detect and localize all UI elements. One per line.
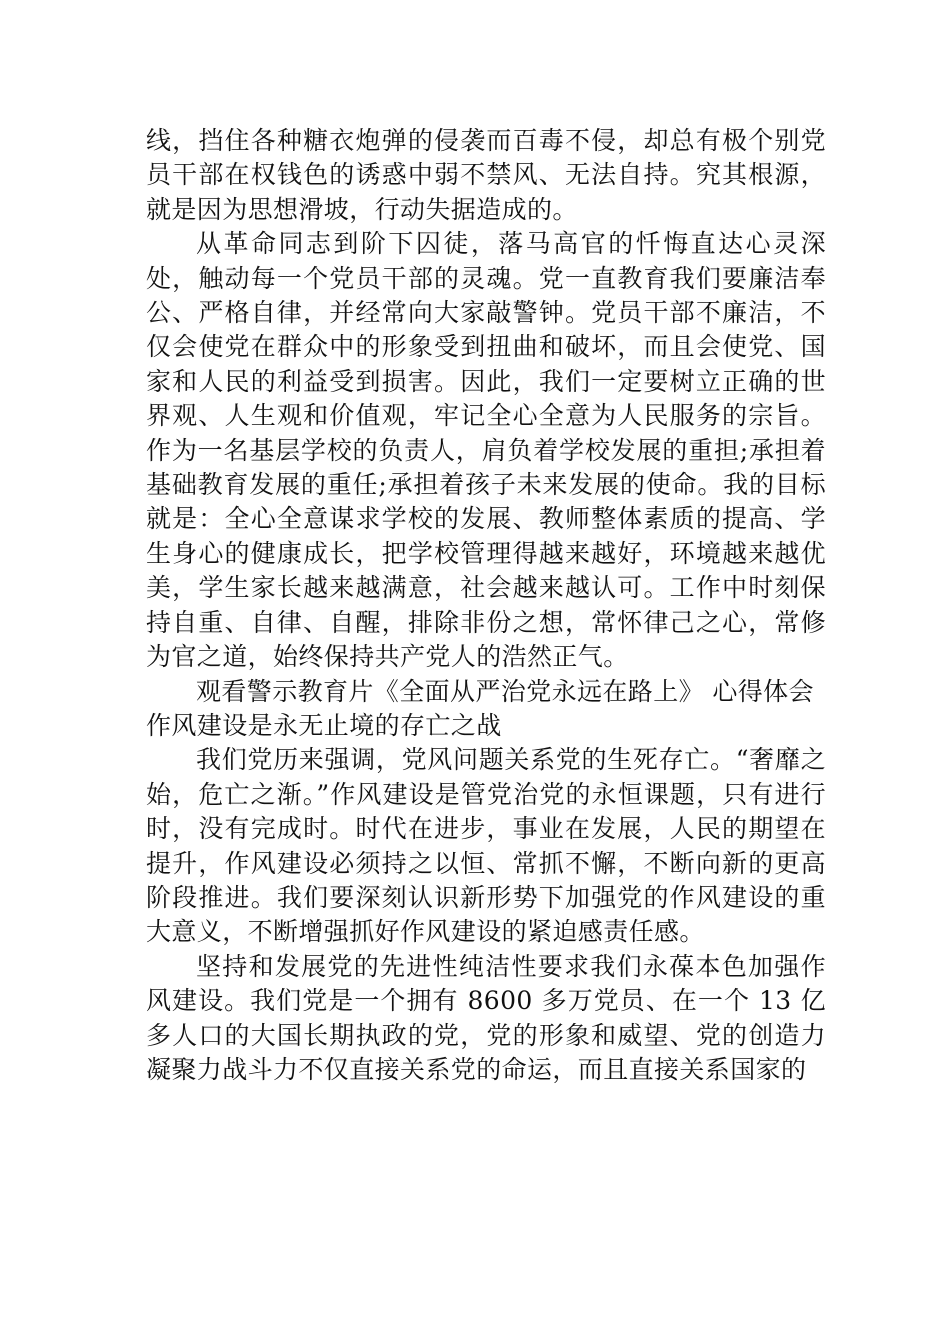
paragraph-party-style: 我们党历来强调，党风问题关系党的生死存亡。“奢靡之始，危亡之渐。”作风建设是管党治党的永恒课题，只有进行时，没有完成时。时代在进步，事业在发展，人民的期望在提升，作风建设必须持之以恒、常抓不懈，不断向新的更高阶段推进。我们要深刻认识新形势下加强党的作风建设的重大意义，不断增强抓好作风建设的紧迫感责任感。 <box>146 745 826 947</box>
document-page <box>146 124 826 1087</box>
section-subtitle: 作风建设是永无止境的存亡之战 <box>146 710 502 740</box>
paragraph-continuation: 线，挡住各种糖衣炮弹的侵袭而百毒不侵，却总有极个别党员干部在权钱色的诱惑中弱不禁风、无法自持。究其根源，就是因为思想滑坡，行动失据造成的。 <box>146 126 826 224</box>
paragraph-confession: 从革命同志到阶下囚徒，落马高官的忏悔直达心灵深处，触动每一个党员干部的灵魂。党一直教育我们要廉洁奉公、严格自律，并经常向大家敲警钟。党员干部不廉洁，不仅会使党在群众中的形象受到扭曲和破坏，而且会使党、国家和人民的利益受到损害。因此，我们一定要树立正确的世界观、人生观和价值观，牢记全心全意为人民服务的宗旨。作为一名基层学校的负责人，肩负着学校发展的重担;承担着基础教育发展的重任;承担着孩子未来发展的使命。我的目标就是：全心全意谋求学校的发展、教师整体素质的提高、学生身心的健康成长，把学校管理得越来越好，环境越来越优美，学生家长越来越满意，社会越来越认可。工作中时刻保持自重、自律、自醒，排除非份之想，常怀律己之心，常修为官之道，始终保持共产党人的浩然正气。 <box>146 229 826 672</box>
section-title: 观看警示教育片《全面从严治党永远在路上》 心得体会 <box>196 676 814 706</box>
paragraph-advanced-nature: 坚持和发展党的先进性纯洁性要求我们永葆本色加强作风建设。我们党是一个拥有 8600 多万党员、在一个 13 亿多人口的大国长期执政的党，党的形象和威望、党的创造力凝聚力战斗力不仅直接关系党的命运，而且直接关系国家的 <box>146 951 826 1084</box>
